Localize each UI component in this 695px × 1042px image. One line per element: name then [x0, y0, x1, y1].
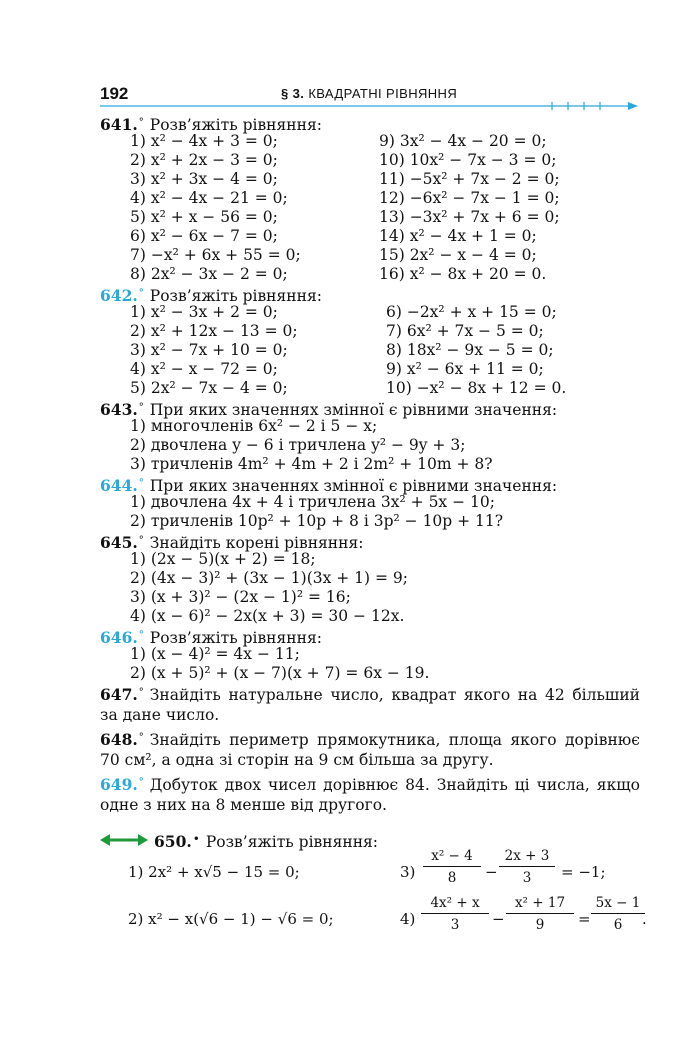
list-row — [100, 341, 640, 360]
equation: 7) −x² + 6x + 55 = 0; — [130, 246, 301, 264]
exercise-643-number: 643. — [100, 400, 138, 419]
exercise-648-number: 648. — [100, 730, 138, 749]
basic-level-mark: ° — [138, 777, 144, 788]
basic-level-mark: ° — [138, 402, 144, 413]
exercise-643-heading — [100, 398, 640, 417]
section-mark: § 3. — [281, 86, 305, 101]
exercise-647-text: Знайдіть натуральне число, квадрат якого на 42 більший за дане число. — [100, 686, 640, 724]
equation: 13) −3x² + 7x + 6 = 0; — [379, 208, 560, 226]
equation-650-3-rhs: = −1; — [561, 863, 606, 881]
exercise-641-heading — [100, 113, 640, 132]
equation: 2) x² + 12x − 13 = 0; — [130, 322, 298, 340]
list-row — [100, 170, 640, 189]
list-row — [100, 132, 640, 151]
task-item: 1) двочлена 4x + 4 і тричлена 3x² + 5x − 10; — [130, 493, 495, 511]
equation: 3) x² + 3x − 4 = 0; — [130, 170, 278, 188]
list-row — [100, 436, 640, 455]
list-row — [100, 189, 640, 208]
equation: 1) x² − 3x + 2 = 0; — [130, 303, 278, 321]
equation: 1) x² − 4x + 3 = 0; — [130, 132, 278, 150]
exercise-647 — [100, 683, 640, 725]
equation: 7) 6x² + 7x − 5 = 0; — [386, 322, 544, 340]
exercise-650-number: 650. — [154, 832, 192, 851]
list-row — [100, 550, 640, 569]
number-text: 646. — [100, 628, 138, 647]
list-row — [100, 379, 640, 398]
exercise-646-heading — [100, 626, 640, 645]
double-arrow-icon — [100, 833, 148, 847]
exercise-649-text: Добуток двох чисел дорівнює 84. Знайдіть ці числа, якщо одне з них на 8 менше від другого. — [100, 776, 640, 814]
numerator: 4x² + x — [421, 895, 489, 914]
page-number: 192 — [100, 84, 129, 103]
minus-sign: − — [492, 910, 505, 928]
fraction — [506, 895, 574, 933]
numerator: x² − 4 — [423, 848, 481, 867]
basic-level-mark: ° — [138, 630, 144, 641]
exercise-645-prompt: Знайдіть корені рівняння: — [149, 534, 364, 552]
exercise-647-number: 647. — [100, 685, 138, 704]
basic-level-mark: ° — [138, 478, 144, 489]
equation: 4) (x − 6)² − 2x(x + 3) = 30 − 12x. — [130, 607, 405, 625]
exercise-645-number: 645. — [100, 533, 138, 552]
equation: 12) −6x² − 7x − 1 = 0; — [379, 189, 560, 207]
exercise-644-prompt: При яких значеннях змінної є рівними значення: — [149, 477, 558, 495]
minus-sign: − — [485, 863, 498, 881]
list-row — [100, 265, 640, 284]
section-title — [281, 86, 457, 101]
exercise-649-number — [100, 775, 150, 794]
equation: 8) 18x² − 9x − 5 = 0; — [386, 341, 554, 359]
equation: 2) (4x − 3)² + (3x − 1)(3x + 1) = 9; — [130, 569, 409, 587]
denominator: 8 — [447, 870, 457, 886]
exercise-644-heading — [100, 474, 640, 493]
list-row — [100, 227, 640, 246]
fraction — [499, 848, 555, 886]
list-row — [100, 246, 640, 265]
number-text: 649. — [100, 775, 138, 794]
exercise-650-prompt: Розв’яжіть рівняння: — [205, 833, 379, 851]
list-row — [100, 360, 640, 379]
equation: 2) (x + 5)² + (x − 7)(x + 7) = 6x − 19. — [130, 664, 430, 682]
basic-level-mark: ° — [138, 535, 144, 546]
equation: 10) 10x² − 7x − 3 = 0; — [379, 151, 557, 169]
list-row — [100, 664, 640, 683]
equation: 3) (x + 3)² − (2x − 1)² = 16; — [130, 588, 351, 606]
denominator: 3 — [450, 917, 460, 933]
list-row — [100, 512, 640, 531]
equation: 10) −x² − 8x + 12 = 0. — [386, 379, 567, 397]
list-row — [100, 322, 640, 341]
task-item: 3) тричленів 4m² + 4m + 2 і 2m² + 10m + 8? — [130, 455, 493, 473]
list-row — [100, 455, 640, 474]
equals-sign: = — [578, 910, 591, 928]
equation: 8) 2x² − 3x − 2 = 0; — [130, 265, 288, 283]
numerator: 2x + 3 — [499, 848, 555, 867]
denominator: 6 — [613, 917, 623, 933]
list-row — [100, 645, 640, 664]
list-row — [100, 588, 640, 607]
period: . — [642, 910, 647, 928]
number-text: 644. — [100, 476, 138, 495]
list-row — [100, 208, 640, 227]
equation: 6) x² − 6x − 7 = 0; — [130, 227, 278, 245]
equation: 4) x² − x − 72 = 0; — [130, 360, 278, 378]
exercise-content — [100, 113, 640, 815]
basic-level-mark: ° — [138, 117, 144, 128]
fraction — [423, 848, 481, 886]
task-item: 2) двочлена y − 6 і тричлена y² − 9y + 3; — [130, 436, 466, 454]
numerator: x² + 17 — [506, 895, 574, 914]
equation-650-3-label: 3) — [400, 863, 416, 881]
exercise-648-text: Знайдіть периметр прямокутника, площа якого дорівнює 70 см², а одна зі сторін на 9 см більша за другу. — [100, 731, 640, 769]
exercise-643-prompt: При яких значеннях змінної є рівними значення: — [149, 401, 558, 419]
equation: 2) x² + 2x − 3 = 0; — [130, 151, 278, 169]
task-item: 1) многочленів 6x² − 2 і 5 − x; — [130, 417, 378, 435]
section-name: КВАДРАТНІ РІВНЯННЯ — [308, 86, 458, 101]
number-text: 642. — [100, 286, 138, 305]
exercise-650-equations — [100, 848, 647, 943]
list-row — [100, 493, 640, 512]
list-row — [100, 417, 640, 436]
list-row — [100, 569, 640, 588]
exercise-642-heading — [100, 284, 640, 303]
denominator: 3 — [522, 870, 532, 886]
equation: 4) x² − 4x − 21 = 0; — [130, 189, 288, 207]
equation-650-1: 1) 2x² + x√5 − 15 = 0; — [128, 863, 300, 881]
equation: 5) x² + x − 56 = 0; — [130, 208, 278, 226]
numerator: 5x − 1 — [591, 895, 645, 914]
equation-650-2: 2) x² − x(√6 − 1) − √6 = 0; — [128, 910, 334, 928]
exercise-645-heading — [100, 531, 640, 550]
exercise-641-prompt: Розв’яжіть рівняння: — [149, 116, 322, 134]
equation: 14) x² − 4x + 1 = 0; — [379, 227, 537, 245]
exercise-641-number: 641. — [100, 115, 138, 134]
basic-level-mark: ° — [138, 732, 144, 743]
equation-650-4-label: 4) — [400, 910, 416, 928]
exercise-642-prompt: Розв’яжіть рівняння: — [149, 287, 322, 305]
equation: 6) −2x² + x + 15 = 0; — [386, 303, 557, 321]
equation: 5) 2x² − 7x − 4 = 0; — [130, 379, 288, 397]
equation: 9) x² − 6x + 11 = 0; — [386, 360, 544, 378]
fraction — [591, 895, 645, 933]
basic-level-mark: ° — [138, 288, 144, 299]
exercise-648 — [100, 728, 640, 770]
denominator: 9 — [535, 917, 545, 933]
equation: 1) (x − 4)² = 4x − 11; — [130, 645, 300, 663]
list-row — [100, 607, 640, 626]
equation: 16) x² − 8x + 20 = 0. — [379, 265, 547, 283]
list-row — [100, 303, 640, 322]
equation: 15) 2x² − x − 4 = 0; — [379, 246, 537, 264]
header-rule-arrow — [100, 101, 640, 111]
basic-level-mark: ° — [138, 687, 144, 698]
list-row — [100, 151, 640, 170]
equation: 11) −5x² + 7x − 2 = 0; — [379, 170, 560, 188]
equation: 3) x² − 7x + 10 = 0; — [130, 341, 288, 359]
equation: 1) (2x − 5)(x + 2) = 18; — [130, 550, 316, 568]
task-item: 2) тричленів 10p² + 10p + 8 і 3p² − 10p + 11? — [130, 512, 504, 530]
exercise-646-prompt: Розв’яжіть рівняння: — [149, 629, 322, 647]
advanced-level-mark: • — [192, 832, 200, 846]
equation: 9) 3x² − 4x − 20 = 0; — [379, 132, 547, 150]
fraction — [421, 895, 489, 933]
exercise-649 — [100, 773, 640, 815]
